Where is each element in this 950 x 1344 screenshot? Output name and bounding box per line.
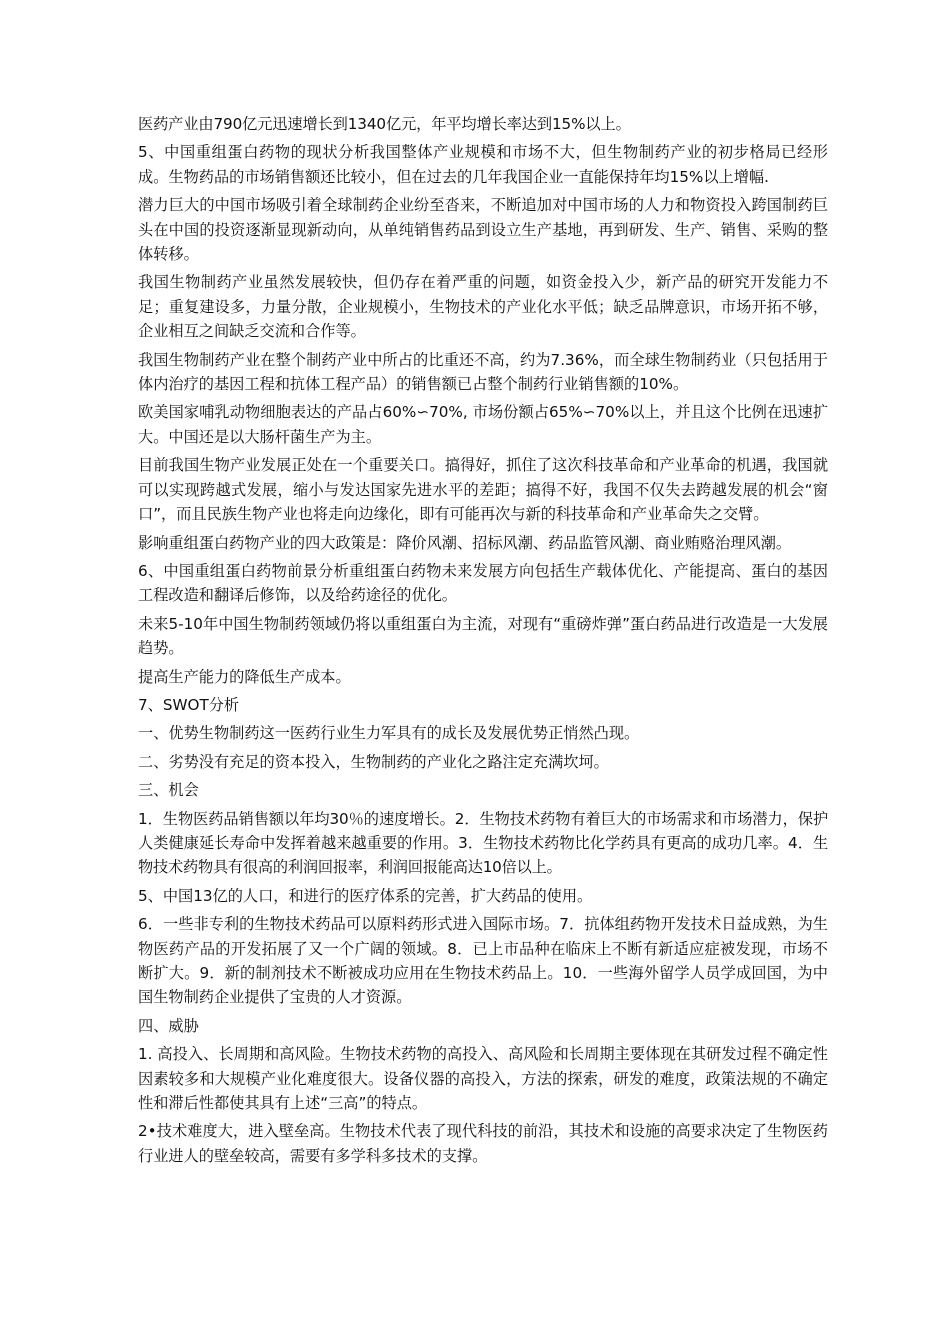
document-page (138, 112, 828, 1172)
paragraph-four-policies: 影响重组蛋白药物产业的四大政策是：降价风潮、招标风潮、药品监管风潮、商业贿赂治理风潮。 (138, 533, 792, 552)
paragraph-opportunities-1-4: 1．生物医药品销售额以年均30％的速度增长。2．生物技术药物有着巨大的市场需求和市场潜力，保护人类健康延长寿命中发挥着越来越重要的作用。3．生物技术药物比化学药具有更高的成功几率。4．生物技术药物具有很高的利润回报率，利润回报能高达10倍以上。 (138, 809, 828, 877)
paragraph-market-attraction: 潜力巨大的中国市场吸引着全球制药企业纷至沓来，不断追加对中国市场的人力和物资投入跨国制药巨头在中国的投资逐渐显现新动向，从单纯销售药品到设立生产基地，再到研发、生产、销售、采购的整体转移。 (138, 196, 828, 264)
paragraph-industry-share: 我国生物制药产业在整个制药产业中所占的比重还不高，约为7.36%，而全球生物制药业（只包括用于体内治疗的基因工程和抗体工程产品）的销售额已占整个制药行业销售额的10%。 (138, 350, 828, 394)
paragraph-opportunity-5: 5、中国13亿的人口，和进行的医疗体系的完善，扩大药品的使用。 (138, 886, 593, 905)
paragraph-threat-1: 1. 高投入、长周期和高风险。生物技术药物的高投入、高风险和长周期主要体现在其研发过程不确定性因素较多和大规模产业化难度很大。设备仪器的高投入，方法的探索，研发的难度，政策法规的不确定性和滞后性都使其具有上述“三高”的特点。 (138, 1045, 828, 1113)
paragraph-industry-growth: 医药产业由790亿元迅速增长到1340亿元，年平均增长率达到15%以上。 (138, 115, 631, 133)
paragraph-section-5-status: 5、中国重组蛋白药物的现状分析我国整体产业规模和市场不大，但生物制药产业的初步格局已经形成。生物药品的市场销售额还比较小，但在过去的几年我国企业一直能保持年均15%以上增幅. (138, 143, 828, 186)
paragraph-future-trend: 未来5-10年中国生物制药领域仍将以重组蛋白为主流，对现有“重磅炸弹”蛋白药品进行改造是一大发展趋势。 (138, 614, 828, 658)
paragraph-weaknesses: 二、劣势没有充足的资本投入，生物制药的产业化之路注定充满坎坷。 (138, 752, 609, 771)
paragraph-opportunities-6-10: 6．一些非专利的生物技术药品可以原料药形式进入国际市场。7．抗体组药物开发技术日益成熟，为生物医药产品的开发拓展了又一个广阔的领域。8．已上市品种在临床上不断有新适应症被发现，市场不断扩大。9．新的制剂技术不断被成功应用在生物技术药品上。10．一些海外留学人员学成回国，为中国生物制药企业提供了宝贵的人才资源。 (138, 915, 828, 1007)
paragraph-industry-problems: 我国生物制药产业虽然发展较快，但仍存在着严重的问题，如资金投入少，新产品的研究开发能力不足；重复建设多，力量分散，企业规模小，生物技术的产业化水平低；缺乏品牌意识，市场开拓不够，企业相互之间缺乏交流和合作等。 (138, 273, 828, 341)
paragraph-strengths: 一、优势生物制药这一医药行业生力军具有的成长及发展优势正悄然凸现。 (138, 724, 640, 743)
paragraph-critical-juncture: 目前我国生物产业发展正处在一个重要关口。搞得好，抓住了这次科技革命和产业革命的机遇，我国就可以实现跨越式发展，缩小与发达国家先进水平的差距；搞得不好，我国不仅失去跨越发展的机会“窗口”，而且民族生物产业也将走向边缘化，即有可能再次与新的科技革命和产业革命失之交臂。 (138, 456, 828, 524)
paragraph-mammalian-cell: 欧美国家哺乳动物细胞表达的产品占60%∽70%, 市场份额占65%∽70%以上，并且这个比例在迅速扩大。中国还是以大肠杆菌生产为主。 (138, 403, 828, 446)
paragraph-section-6-outlook: 6、中国重组蛋白药物前景分析重组蛋白药物未来发展方向包括生产载体优化、产能提高、蛋白的基因工程改造和翻译后修饰，以及给药途径的优化。 (138, 561, 828, 605)
paragraph-capacity: 提高生产能力的降低生产成本。 (138, 667, 351, 686)
heading-threats: 四、威胁 (138, 1016, 199, 1035)
heading-swot: 7、SWOT分析 (138, 695, 240, 714)
heading-opportunities: 三、机会 (138, 781, 199, 800)
paragraph-threat-2: 2•技术难度大，进入壁垒高。生物技术代表了现代科技的前沿，其技术和设施的高要求决定了生物医药行业进人的壁垒较高，需要有多学科多技术的支撑。 (138, 1122, 828, 1165)
